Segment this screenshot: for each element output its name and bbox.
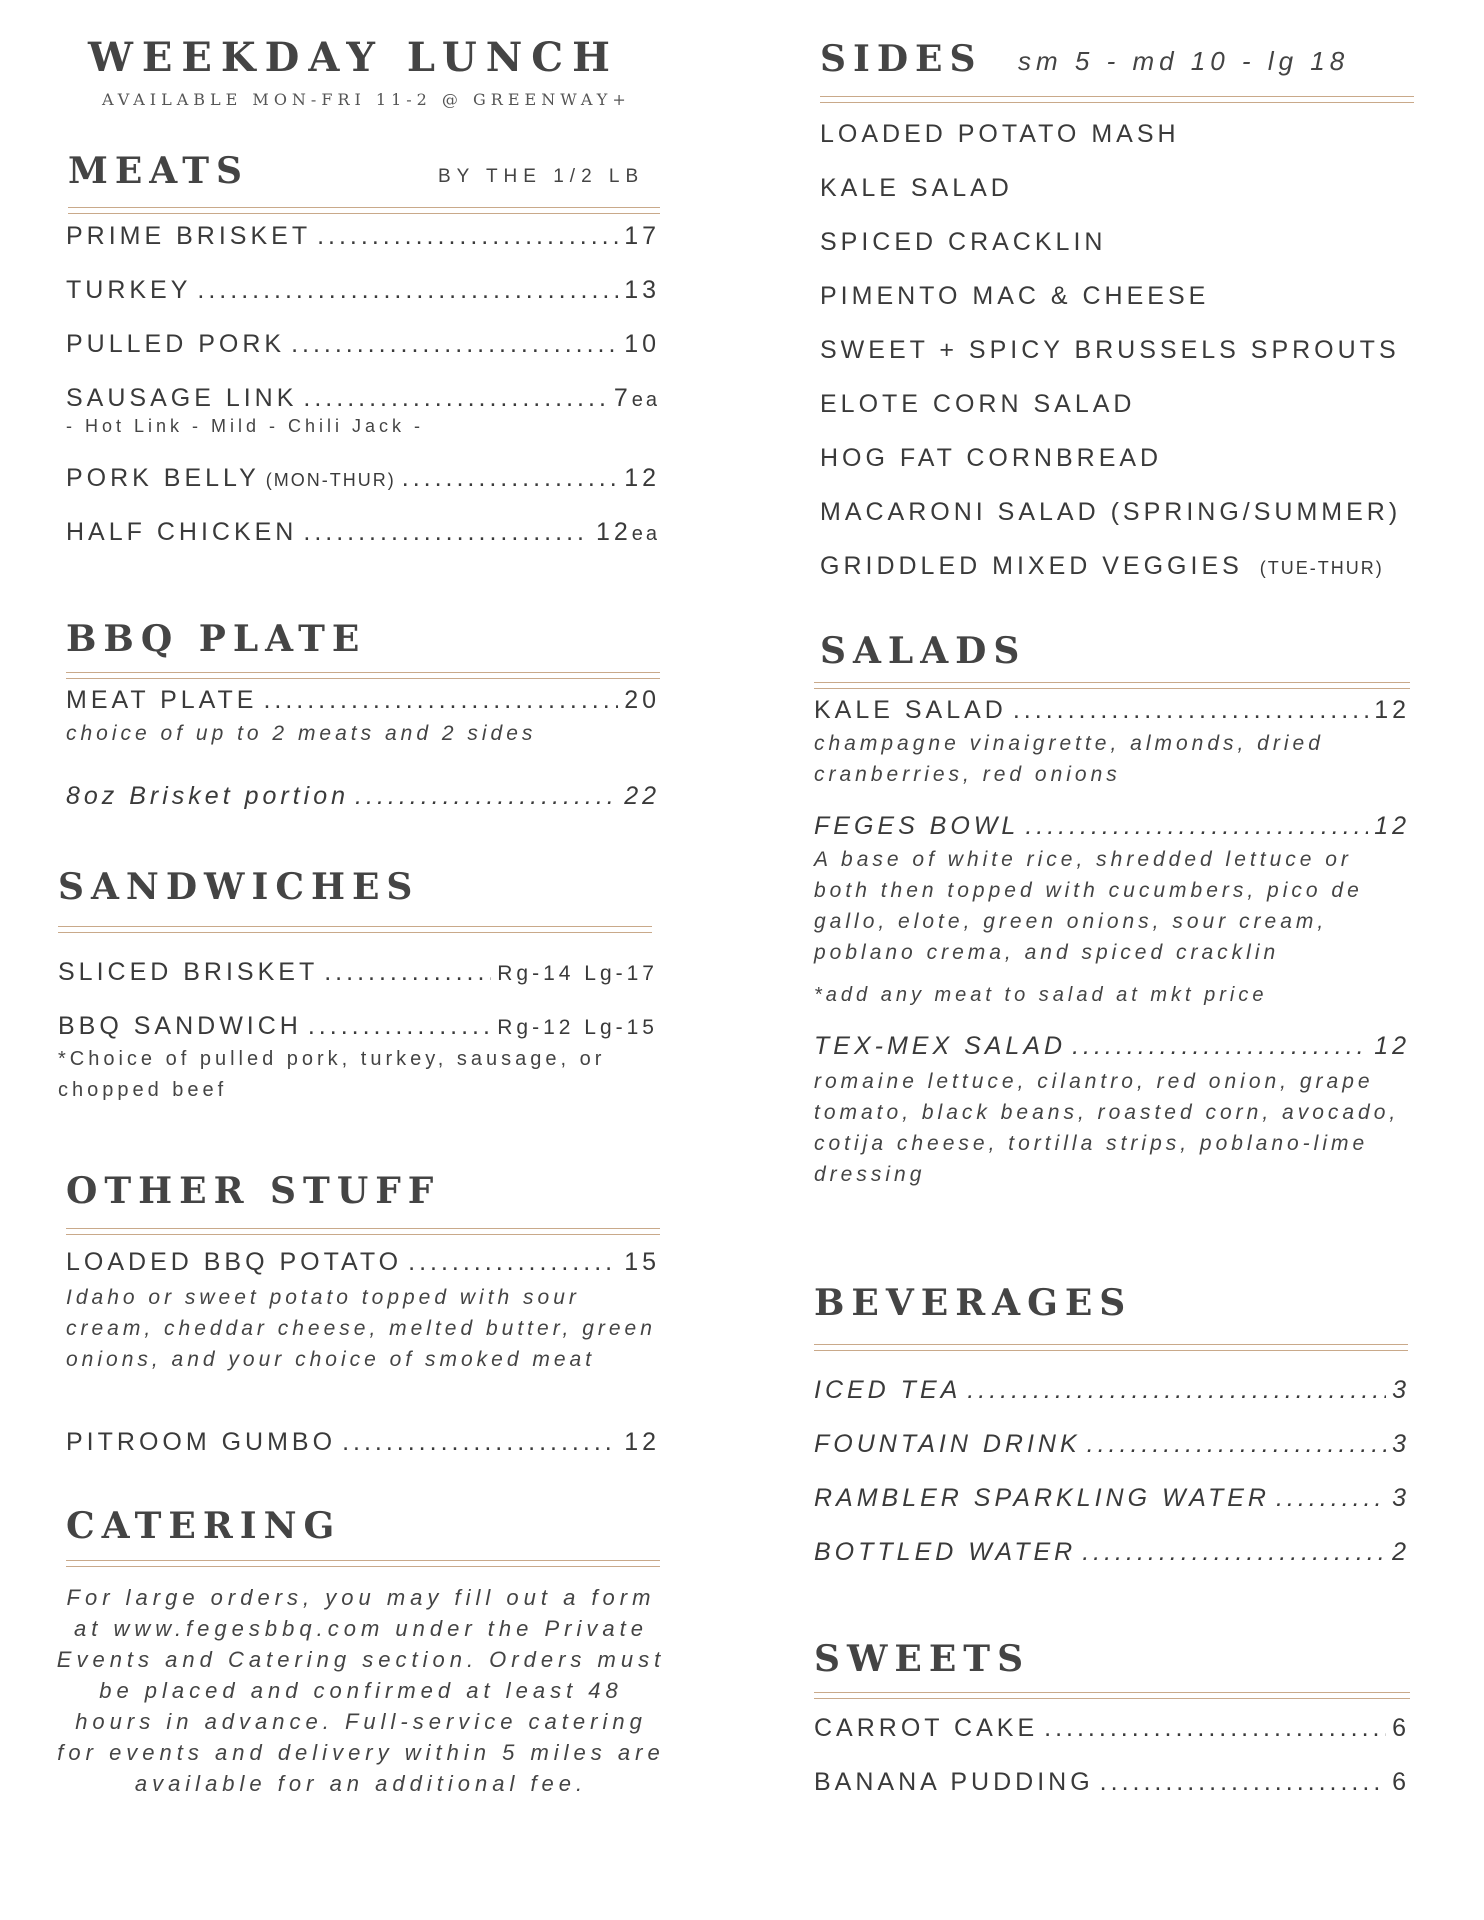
side-item: MACARONI SALAD (SPRING/SUMMER) [820,498,1402,526]
item-name: FEGES BOWL [814,812,1020,840]
item-price: 12ea [595,518,660,546]
page-title: WEEKDAY LUNCH [88,34,619,81]
item-tag: (TUE-THUR) [1259,558,1384,578]
side-item: SPICED CRACKLIN [820,228,1107,256]
beverages-divider [814,1344,1408,1351]
menu-item [66,1248,660,1277]
item-name: 8oz Brisket portion [66,782,350,810]
item-description: champagne vinaigrette, almonds, dried cranberries, red onions [814,732,1324,786]
item-name: TURKEY [66,276,192,304]
item-name: BANANA PUDDING [814,1768,1094,1796]
item-price: 12 [1374,1032,1410,1060]
sweets-title: SWEETS [814,1638,1031,1680]
side-item-name: GRIDDLED MIXED VEGGIES [820,552,1243,580]
side-item: LOADED POTATO MASH [820,120,1180,148]
side-item: SWEET + SPICY BRUSSELS SPROUTS [820,336,1400,364]
side-item: HOG FAT CORNBREAD [820,444,1163,472]
salads-divider [814,682,1410,689]
item-price: 12 [624,464,660,492]
item-price: 6 [1392,1768,1410,1796]
item-description: choice of up to 2 meats and 2 sides [66,722,537,745]
item-note: *add any meat to salad at mkt price [814,984,1268,1006]
other-stuff-title: OTHER STUFF [66,1170,441,1212]
catering-divider [66,1560,660,1567]
item-name: MEAT PLATE [66,686,258,714]
item-price: 10 [624,330,660,358]
item-price: 20 [624,686,660,714]
bbq-plate-title: BBQ PLATE [66,618,367,660]
item-price: 7ea [613,384,660,412]
item-name: HALF CHICKEN [66,518,298,546]
item-price: 12 [1374,696,1410,724]
item-name: CARROT CAKE [814,1714,1039,1742]
item-price: 17 [624,222,660,250]
meats-divider [68,207,660,214]
side-item: PIMENTO MAC & CHEESE [820,282,1210,310]
menu-item [814,696,1410,725]
sides-note: sm 5 - md 10 - lg 18 [1018,46,1350,76]
item-name: BBQ SANDWICH [58,1012,302,1040]
sandwiches-divider [58,926,652,933]
catering-title: CATERING [66,1505,342,1547]
meats-note: BY THE 1/2 LB [438,166,645,187]
item-name: PITROOM GUMBO [66,1428,337,1456]
item-unit: ea [631,523,660,545]
menu-item [814,1484,1410,1513]
menu-item [66,222,660,251]
item-price: 13 [624,276,660,304]
menu-item [814,812,1410,841]
item-name: BOTTLED WATER [814,1538,1077,1566]
item-name: TEX-MEX SALAD [814,1032,1067,1060]
beverages-title: BEVERAGES [814,1282,1133,1324]
item-price: 6 [1392,1714,1410,1742]
menu-item [66,384,660,413]
menu-item [66,464,660,493]
bbq-plate-divider [66,672,660,679]
menu-item [814,1430,1410,1459]
catering-text: For large orders, you may fill out a form at www.fegesbbq.com under the Private Events and Catering section. Orders must be placed and confirmed at least 48 hours in advance. Full-service catering for events and delivery within 5 miles are available for an additional fee. [56,1585,666,1796]
item-price: 22 [624,782,660,810]
menu-item [58,958,658,987]
item-price: 12 [1374,812,1410,840]
side-item [820,552,1384,581]
item-name: RAMBLER SPARKLING WATER [814,1484,1270,1512]
menu-item [814,1032,1410,1061]
item-description: romaine lettuce, cilantro, red onion, grape tomato, black beans, roasted corn, avocado, cotija cheese, tortilla strips, poblano-lime dressing [814,1070,1400,1186]
menu-item [66,276,660,305]
menu-item [66,518,660,547]
meats-title: MEATS [68,150,250,192]
item-description: Idaho or sweet potato topped with sour cream, cheddar cheese, melted butter, green onions, and your choice of smoked meat [66,1286,656,1371]
item-price: 12 [624,1428,660,1456]
item-name: PRIME BRISKET [66,222,312,250]
item-name: FOUNTAIN DRINK [814,1430,1081,1458]
item-description: A base of white rice, shredded lettuce or both then topped with cucumbers, pico de gallo, elote, green onions, sour cream, poblano crema, and spiced cracklin [814,848,1363,964]
item-tag: (MON-THUR) [265,470,396,490]
side-item: KALE SALAD [820,174,1013,202]
menu-item [66,330,660,359]
item-name: LOADED BBQ POTATO [66,1248,403,1276]
menu-item [814,1376,1410,1405]
item-name: KALE SALAD [814,696,1007,724]
menu-item [66,1428,660,1457]
menu-item [814,1538,1410,1567]
item-name: ICED TEA [814,1376,962,1404]
item-name: PULLED PORK [66,330,286,358]
sandwiches-title: SANDWICHES [58,866,420,908]
item-note: - Hot Link - Mild - Chili Jack - [66,416,425,436]
item-name: SAUSAGE LINK [66,384,298,412]
item-price: 3 [1392,1376,1410,1404]
salads-title: SALADS [820,630,1027,672]
sides-title: SIDES [820,38,983,80]
other-stuff-divider [66,1228,660,1235]
menu-item [66,782,660,811]
menu-item [66,686,660,715]
item-price: 3 [1392,1484,1410,1512]
item-price: Rg-14 Lg-17 [497,962,658,985]
item-name: PORK BELLY [66,464,260,492]
sweets-divider [814,1692,1410,1699]
side-item: ELOTE CORN SALAD [820,390,1136,418]
menu-item [58,1012,658,1041]
page-subtitle: AVAILABLE MON-FRI 11-2 @ GREENWAY+ [102,90,631,109]
sides-divider [820,96,1414,103]
item-price: 15 [624,1248,660,1276]
item-description: *Choice of pulled pork, turkey, sausage, or chopped beef [58,1048,606,1101]
item-price: 2 [1392,1538,1410,1566]
item-unit: ea [631,389,660,411]
item-price: 3 [1392,1430,1410,1458]
item-price: Rg-12 Lg-15 [497,1016,658,1039]
menu-item [814,1768,1410,1797]
menu-item [814,1714,1410,1743]
item-name: SLICED BRISKET [58,958,319,986]
